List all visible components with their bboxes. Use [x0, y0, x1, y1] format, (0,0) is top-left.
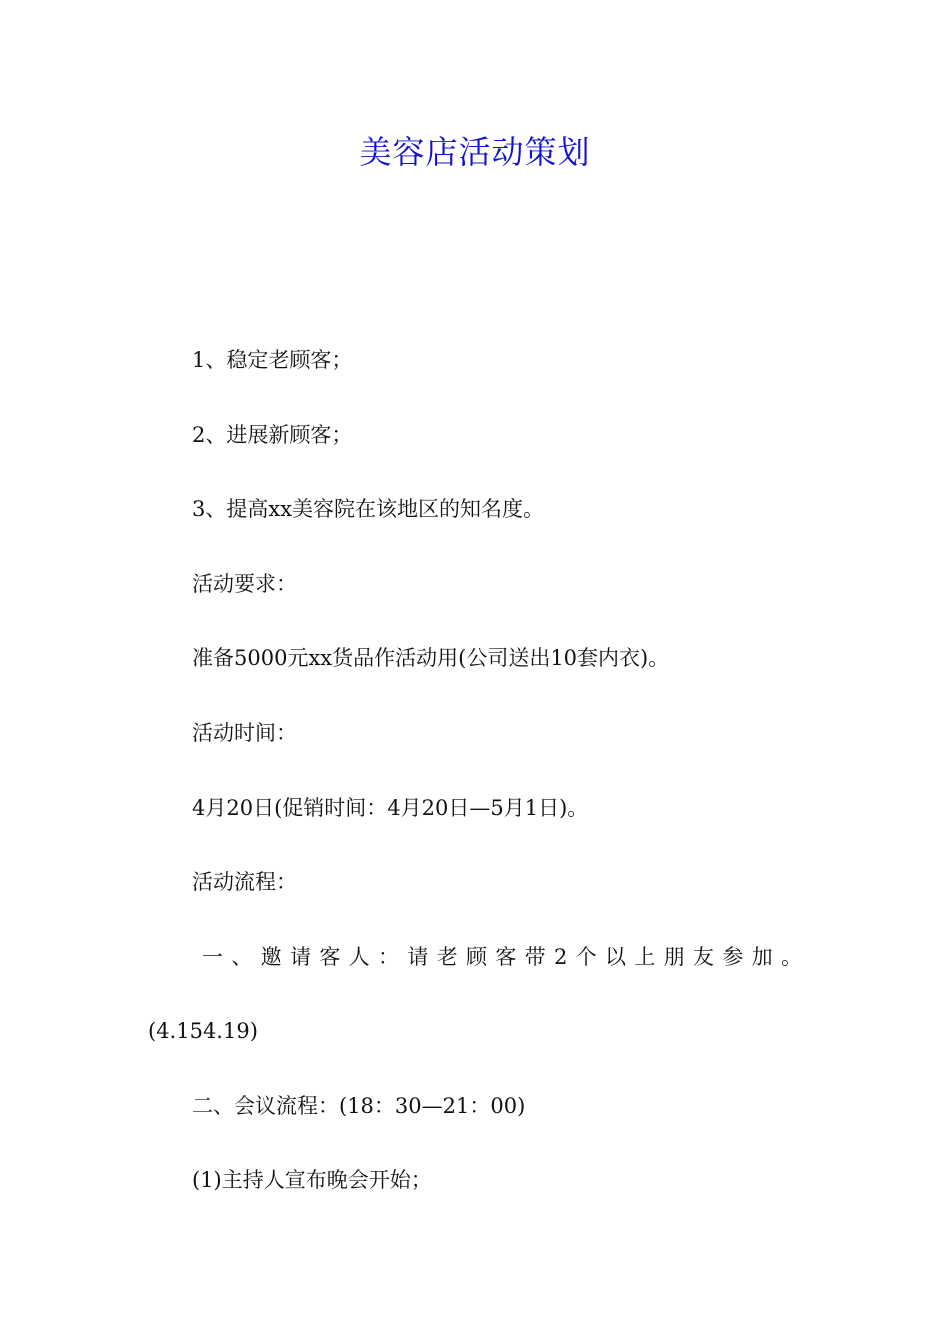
requirements-text: 准备5000元xx货品作活动用(公司送出10套内衣)。 [192, 646, 670, 670]
document-title: 美容店活动策划 [359, 133, 591, 171]
objective-line-2: 2、进展新顾客； [192, 423, 353, 447]
objective-line-1: 1、稳定老顾客； [192, 348, 353, 372]
process-step-1: 一、邀请客人：请老顾客带2个以上朋友参加。 [202, 945, 804, 969]
process-step-1-continuation: (4.154.19) [148, 1019, 258, 1043]
time-text: 4月20日(促销时间：4月20日—5月1日)。 [192, 796, 589, 820]
process-substep-1: (1)主持人宣布晚会开始； [192, 1168, 432, 1192]
process-heading: 活动流程： [192, 870, 297, 894]
objective-line-3: 3、提高xx美容院在该地区的知名度。 [192, 497, 545, 521]
requirements-heading: 活动要求： [192, 572, 297, 596]
time-heading: 活动时间： [192, 721, 297, 745]
process-step-2: 二、会议流程：(18：30—21：00) [192, 1094, 526, 1118]
